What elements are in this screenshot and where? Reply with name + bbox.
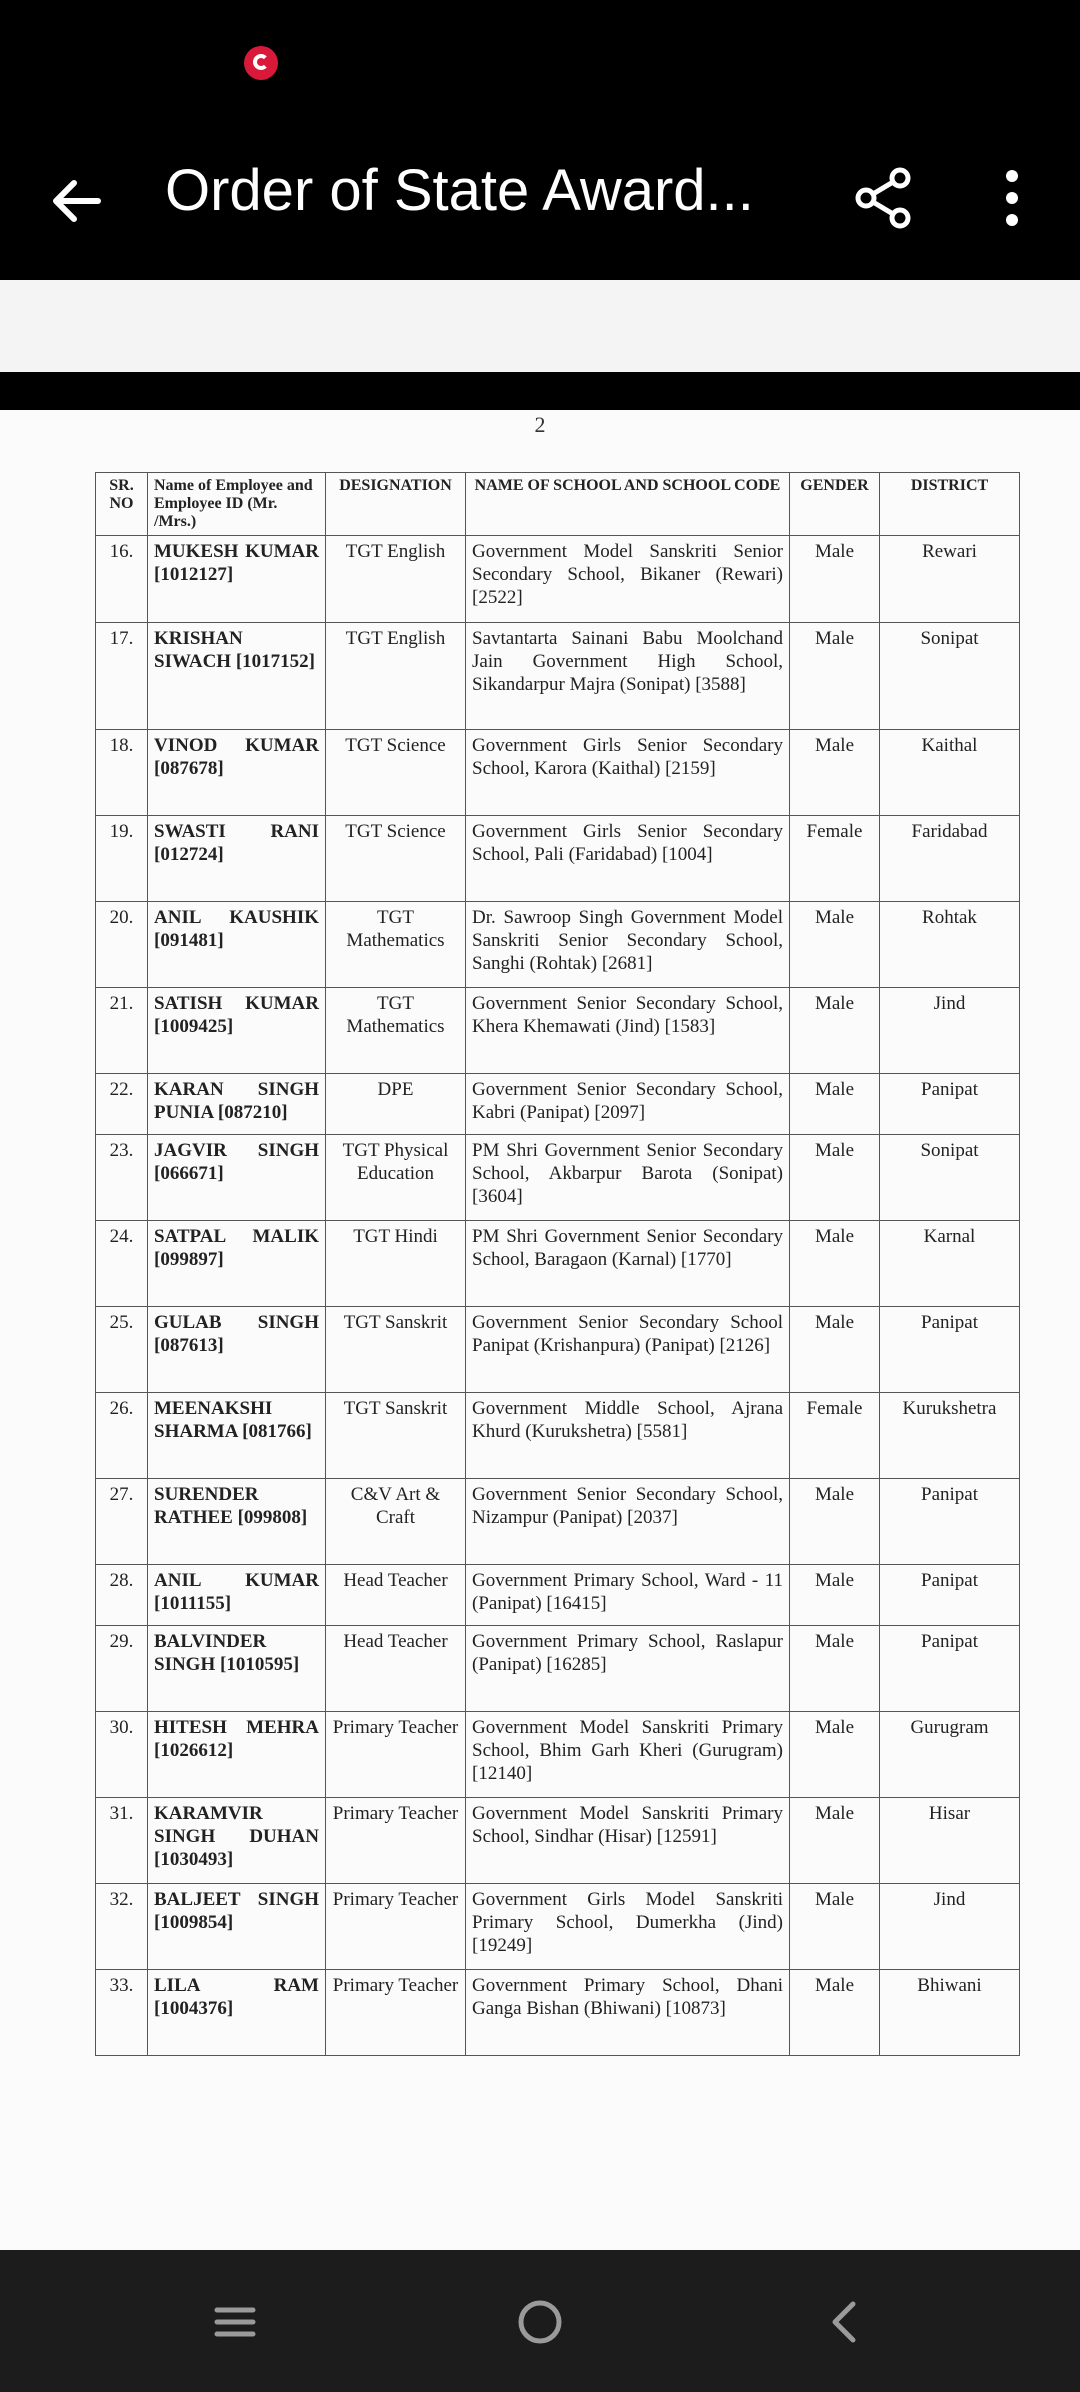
row-sr-number: 28. [96, 1565, 148, 1626]
row-school-name: PM Shri Government Senior Secondary School, Baragaon (Karnal) [1770] [466, 1221, 790, 1307]
row-designation: TGT Science [326, 730, 466, 816]
header-designation: DESIGNATION [326, 473, 466, 536]
table-row [96, 1307, 1020, 1393]
row-sr-number: 31. [96, 1798, 148, 1884]
row-district: Karnal [880, 1221, 1020, 1307]
row-gender: Male [790, 1712, 880, 1798]
row-employee-name: GULAB SINGH [087613] [148, 1307, 326, 1393]
row-employee-name: VINOD KUMAR [087678] [148, 730, 326, 816]
row-gender: Female [790, 1393, 880, 1479]
row-sr-number: 25. [96, 1307, 148, 1393]
document-page[interactable] [0, 410, 1080, 2250]
row-sr-number: 24. [96, 1221, 148, 1307]
row-designation: TGT Sanskrit [326, 1307, 466, 1393]
row-designation: TGT English [326, 536, 466, 623]
row-school-name: Government Senior Secondary School, Kabri (Panipat) [2097] [466, 1074, 790, 1135]
row-district: Sonipat [880, 623, 1020, 730]
row-employee-name: BALJEET SINGH [1009854] [148, 1884, 326, 1970]
row-designation: Head Teacher [326, 1565, 466, 1626]
row-gender: Male [790, 1135, 880, 1221]
row-sr-number: 16. [96, 536, 148, 623]
row-school-name: Dr. Sawroop Singh Government Model Sanskriti Senior Secondary School, Sanghi (Rohtak) [2681] [466, 902, 790, 988]
row-school-name: Government Middle School, Ajrana Khurd (Kurukshetra) [5581] [466, 1393, 790, 1479]
header-name: Name of Employee and Employee ID (Mr. /Mrs.) [148, 473, 326, 536]
back-button[interactable] [40, 165, 112, 237]
row-designation: DPE [326, 1074, 466, 1135]
row-district: Rewari [880, 536, 1020, 623]
row-school-name: Government Model Sanskriti Senior Secondary School, Bikaner (Rewari) [2522] [466, 536, 790, 623]
row-employee-name: LILA RAM [1004376] [148, 1970, 326, 2056]
table-row [96, 1798, 1020, 1884]
row-gender: Male [790, 1884, 880, 1970]
row-gender: Male [790, 902, 880, 988]
row-sr-number: 26. [96, 1393, 148, 1479]
row-district: Panipat [880, 1626, 1020, 1712]
table-row [96, 623, 1020, 730]
row-gender: Male [790, 623, 880, 730]
table-row [96, 536, 1020, 623]
status-bar [0, 0, 1080, 110]
row-school-name: Government Senior Secondary School, Khera Khemawati (Jind) [1583] [466, 988, 790, 1074]
table-row [96, 1626, 1020, 1712]
row-district: Panipat [880, 1074, 1020, 1135]
row-sr-number: 20. [96, 902, 148, 988]
system-navigation-bar [0, 2250, 1080, 2392]
row-employee-name: MUKESH KUMAR [1012127] [148, 536, 326, 623]
row-district: Sonipat [880, 1135, 1020, 1221]
row-sr-number: 23. [96, 1135, 148, 1221]
row-gender: Male [790, 1479, 880, 1565]
row-gender: Male [790, 1565, 880, 1626]
header-district: DISTRICT [880, 473, 1020, 536]
row-gender: Male [790, 1798, 880, 1884]
row-sr-number: 19. [96, 816, 148, 902]
table-row [96, 1884, 1020, 1970]
row-district: Hisar [880, 1798, 1020, 1884]
share-button[interactable] [848, 162, 920, 234]
row-district: Gurugram [880, 1712, 1020, 1798]
row-district: Bhiwani [880, 1970, 1020, 2056]
previous-page-edge [0, 372, 1080, 410]
row-school-name: Government Girls Senior Secondary School, Pali (Faridabad) [1004] [466, 816, 790, 902]
document-title: Order of State Award... [165, 158, 754, 223]
table-row [96, 902, 1020, 988]
row-school-name: Government Senior Secondary School, Nizampur (Panipat) [2037] [466, 1479, 790, 1565]
row-gender: Male [790, 536, 880, 623]
row-designation: Primary Teacher [326, 1884, 466, 1970]
row-gender: Male [790, 988, 880, 1074]
row-gender: Female [790, 816, 880, 902]
row-district: Kurukshetra [880, 1393, 1020, 1479]
row-designation: TGT Mathematics [326, 988, 466, 1074]
row-sr-number: 32. [96, 1884, 148, 1970]
row-gender: Male [790, 1307, 880, 1393]
table-row [96, 1970, 1020, 2056]
row-employee-name: JAGVIR SINGH [066671] [148, 1135, 326, 1221]
table-row [96, 816, 1020, 902]
row-sr-number: 17. [96, 623, 148, 730]
row-school-name: Government Girls Model Sanskriti Primary School, Dumerkha (Jind) [19249] [466, 1884, 790, 1970]
home-button[interactable] [510, 2292, 570, 2352]
row-designation: Head Teacher [326, 1626, 466, 1712]
row-gender: Male [790, 1970, 880, 2056]
row-district: Jind [880, 1884, 1020, 1970]
more-vert-icon [976, 162, 1048, 234]
row-designation: Primary Teacher [326, 1970, 466, 2056]
row-employee-name: KRISHAN SIWACH [1017152] [148, 623, 326, 730]
table-row [96, 1135, 1020, 1221]
row-designation: TGT Science [326, 816, 466, 902]
row-school-name: Savtantarta Sainani Babu Moolchand Jain Government High School, Sikandarpur Majra (Sonipat) [3588] [466, 623, 790, 730]
table-row [96, 1565, 1020, 1626]
home-icon [510, 2292, 570, 2352]
share-icon [848, 162, 920, 234]
awardees-table [95, 472, 1020, 2056]
row-sr-number: 21. [96, 988, 148, 1074]
table-row [96, 988, 1020, 1074]
more-options-button[interactable] [976, 162, 1048, 234]
row-designation: Primary Teacher [326, 1712, 466, 1798]
table-row [96, 1074, 1020, 1135]
header-school: NAME OF SCHOOL AND SCHOOL CODE [466, 473, 790, 536]
header-sr: SR. NO [96, 473, 148, 536]
row-school-name: Government Model Sanskriti Primary School, Bhim Garh Kheri (Gurugram) [12140] [466, 1712, 790, 1798]
app-bar [0, 110, 1080, 280]
row-gender: Male [790, 1221, 880, 1307]
row-district: Faridabad [880, 816, 1020, 902]
row-designation: Primary Teacher [326, 1798, 466, 1884]
row-designation: TGT Sanskrit [326, 1393, 466, 1479]
row-district: Jind [880, 988, 1020, 1074]
row-district: Rohtak [880, 902, 1020, 988]
row-sr-number: 29. [96, 1626, 148, 1712]
table-row [96, 1393, 1020, 1479]
table-header-row [96, 473, 1020, 536]
row-designation: TGT English [326, 623, 466, 730]
row-designation: C&V Art & Craft [326, 1479, 466, 1565]
row-designation: TGT Physical Education [326, 1135, 466, 1221]
row-employee-name: ANIL KUMAR [1011155] [148, 1565, 326, 1626]
row-gender: Male [790, 1626, 880, 1712]
row-gender: Male [790, 730, 880, 816]
nav-back-icon [815, 2292, 875, 2352]
row-sr-number: 33. [96, 1970, 148, 2056]
table-row [96, 730, 1020, 816]
row-district: Panipat [880, 1565, 1020, 1626]
row-school-name: Government Primary School, Raslapur (Panipat) [16285] [466, 1626, 790, 1712]
row-school-name: Government Primary School, Dhani Ganga Bishan (Bhiwani) [10873] [466, 1970, 790, 2056]
row-employee-name: SATISH KUMAR [1009425] [148, 988, 326, 1074]
row-school-name: Government Model Sanskriti Primary School, Sindhar (Hisar) [12591] [466, 1798, 790, 1884]
row-district: Kaithal [880, 730, 1020, 816]
row-school-name: Government Senior Secondary School Panipat (Krishanpura) (Panipat) [2126] [466, 1307, 790, 1393]
row-district: Panipat [880, 1479, 1020, 1565]
header-gender: GENDER [790, 473, 880, 536]
row-sr-number: 18. [96, 730, 148, 816]
row-sr-number: 22. [96, 1074, 148, 1135]
row-district: Panipat [880, 1307, 1020, 1393]
row-school-name: PM Shri Government Senior Secondary School, Akbarpur Barota (Sonipat) [3604] [466, 1135, 790, 1221]
row-employee-name: SATPAL MALIK [099897] [148, 1221, 326, 1307]
row-employee-name: KARAMVIR SINGH DUHAN [1030493] [148, 1798, 326, 1884]
row-school-name: Government Primary School, Ward - 11 (Panipat) [16415] [466, 1565, 790, 1626]
table-row [96, 1479, 1020, 1565]
row-designation: TGT Hindi [326, 1221, 466, 1307]
table-row [96, 1221, 1020, 1307]
row-employee-name: SWASTI RANI [012724] [148, 816, 326, 902]
row-employee-name: HITESH MEHRA [1026612] [148, 1712, 326, 1798]
page-number: 2 [534, 412, 546, 437]
viewer-gap [0, 280, 1080, 372]
row-employee-name: BALVINDER SINGH [1010595] [148, 1626, 326, 1712]
row-employee-name: SURENDER RATHEE [099808] [148, 1479, 326, 1565]
nav-back-button[interactable] [815, 2292, 875, 2352]
row-sr-number: 27. [96, 1479, 148, 1565]
row-employee-name: KARAN SINGH PUNIA [087210] [148, 1074, 326, 1135]
recents-button[interactable] [205, 2292, 265, 2352]
table-row [96, 1712, 1020, 1798]
row-gender: Male [790, 1074, 880, 1135]
row-school-name: Government Girls Senior Secondary School, Karora (Kaithal) [2159] [466, 730, 790, 816]
row-employee-name: MEENAKSHI SHARMA [081766] [148, 1393, 326, 1479]
app-notification-icon [244, 46, 278, 80]
recents-icon [205, 2292, 265, 2352]
back-arrow-icon [40, 165, 112, 237]
row-designation: TGT Mathematics [326, 902, 466, 988]
row-employee-name: ANIL KAUSHIK [091481] [148, 902, 326, 988]
row-sr-number: 30. [96, 1712, 148, 1798]
